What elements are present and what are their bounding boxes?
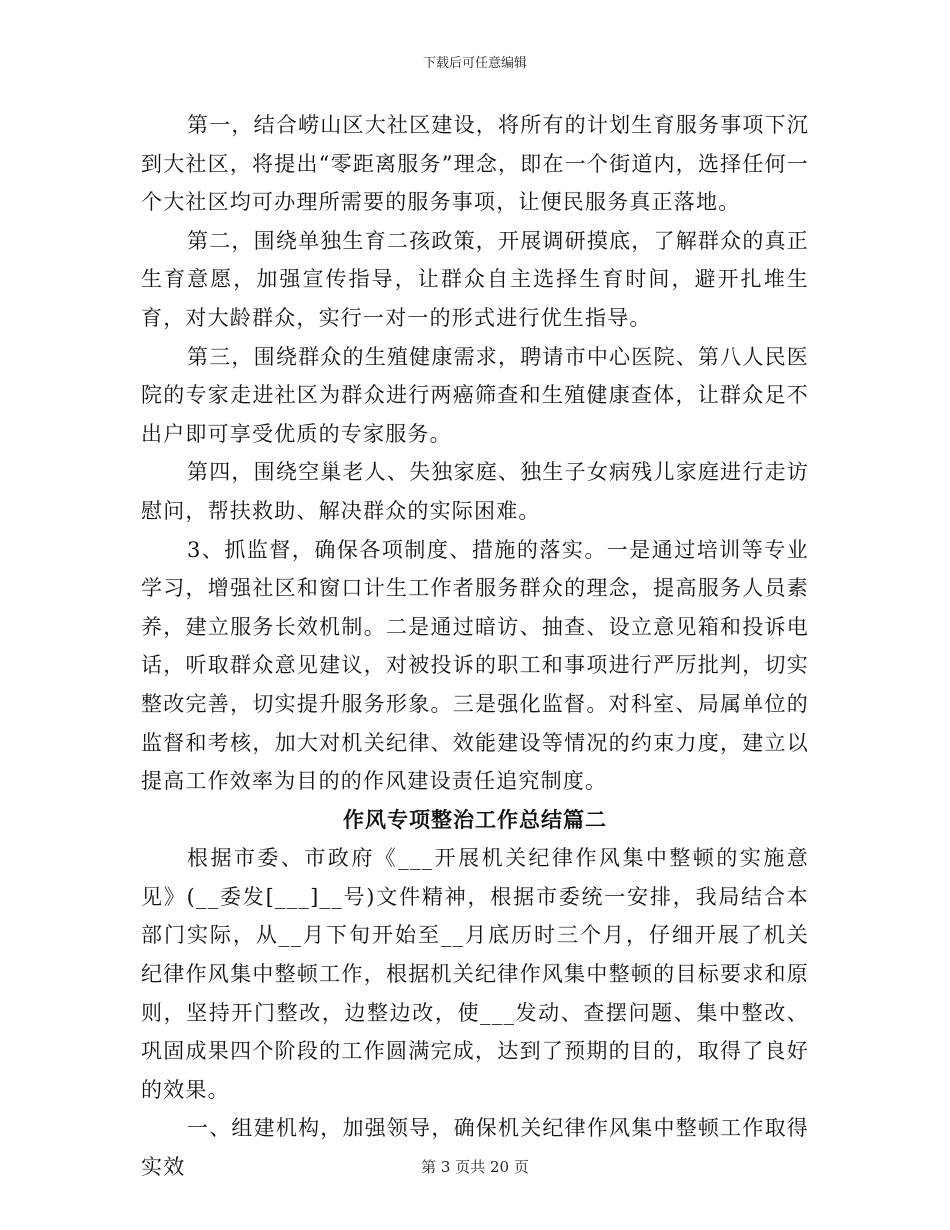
paragraph-5: 3、抓监督，确保各项制度、措施的落实。一是通过培训等专业学习，增强社区和窗口计生工作者服务群众的理念，提高服务人员素养，建立服务长效机制。二是通过暗访、抽查、设立意见箱和投诉电话，听取群众意见建议，对被投诉的职工和事项进行严厉批判，切实整改完善，切实提升服务形象。三是强化监督。对科室、局属单位的监督和考核，加大对机关纪律、效能建设等情况的约束力度，建立以提高工作效率为目的的作风建设责任追究制度。 [141,537,809,794]
paragraph-4: 第四，围绕空巢老人、失独家庭、独生子女病残儿家庭进行走访慰问，帮扶救助、解决群众的实际困难。 [141,460,809,523]
paragraph-7: 一、组建机构，加强领导，确保机关纪律作风集中整顿工作取得实效 [141,1116,809,1180]
paragraph-3: 第三，围绕群众的生殖健康需求，聘请市中心医院、第八人民医院的专家走进社区为群众进行两癌筛查和生殖健康查体，让群众足不出户即可享受优质的专家服务。 [141,344,809,446]
section-title: 作风专项整治工作总结篇二 [343,806,607,832]
document-body [141,106,809,1187]
paragraph-6: 根据市委、市政府《___开展机关纪律作风集中整顿的实施意见》(__委发[___]__号)文件精神，根据市委统一安排，我局结合本部门实际，从__月下旬开始至__月底历时三个月，仔细开展了机关纪律作风集中整顿工作，根据机关纪律作风集中整顿的目标要求和原则，坚持开门整改，边整边改，使___发动、查摆问题、集中整改、巩固成果四个阶段的工作圆满完成，达到了预期的目的，取得了良好的效果。 [141,846,809,1102]
page-footer: 第 3 页共 20 页 [421,1158,529,1176]
header-note: 下载后可任意编辑 [422,56,527,71]
paragraph-1: 第一，结合崂山区大社区建设，将所有的计划生育服务事项下沉到大社区，将提出“零距离服务”理念，即在一个街道内，选择任何一个大社区均可办理所需要的服务事项，让便民服务真正落地。 [141,113,809,215]
paragraph-2: 第二，围绕单独生育二孩政策，开展调研摸底，了解群众的真正生育意愿，加强宣传指导，让群众自主选择生育时间，避开扎堆生育，对大龄群众，实行一对一的形式进行优生指导。 [141,228,809,330]
